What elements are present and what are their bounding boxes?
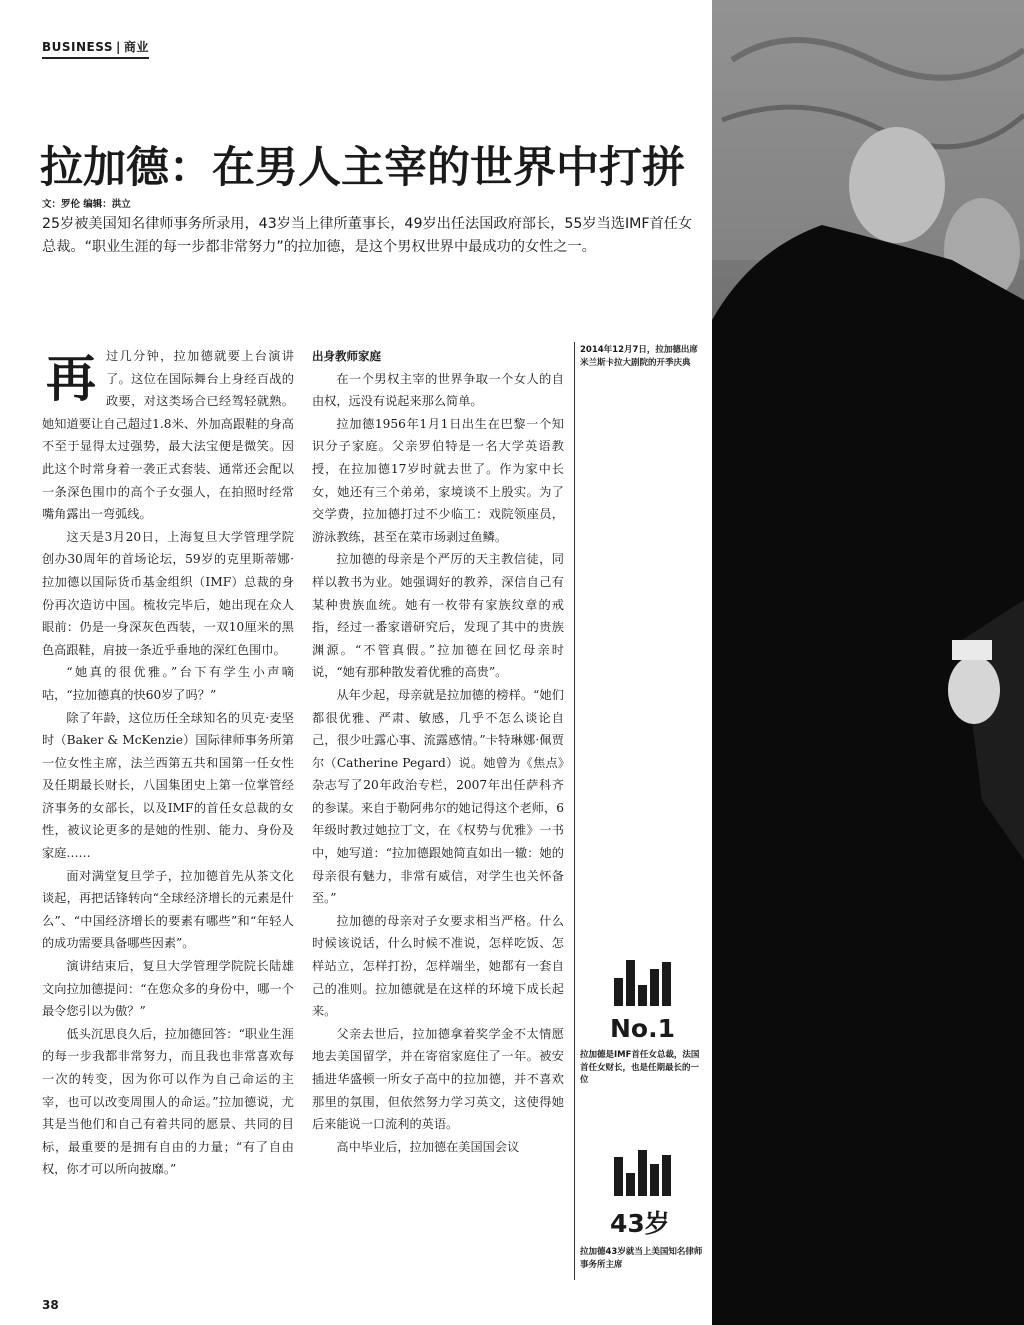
paragraph: 从年少起，母亲就是拉加德的榜样。“她们都很优雅、严肃、敏感，几乎不怎么谈论自己，很少吐露心事、流露感情。”卡特琳娜·佩贾尔（Catherine Pegard）说。她曾为《焦点》杂志写了20年政治专栏，2007年出任萨科齐的参谋。来自于勒阿弗尔的她记得这个老师，6年级时教过她拉丁文，在《权势与优雅》一书中，她写道：“拉加德跟她简直如出一辙：她的母亲很有魅力，非常有威信，对学生也关怀备至。” — [312, 687, 564, 906]
stat-block-rank — [580, 960, 704, 1087]
credits: 文：罗伦 编辑：洪立 — [42, 199, 131, 210]
section-tag — [42, 38, 149, 59]
paragraph: 演讲结束后，复旦大学管理学院院长陆雄文向拉加德提问：“在您众多的身份中，哪一个最令您引以为傲？” — [42, 959, 294, 1019]
drop-cap: 再 — [46, 350, 96, 408]
paragraph: 在一个男权主宰的世界争取一个女人的自由权，远没有说起来那么简单。 — [312, 371, 564, 409]
bar-chart-icon — [614, 960, 704, 1006]
paragraph: 高中毕业后，拉加德在美国国会议 — [336, 1139, 520, 1154]
stat-block-age — [580, 1150, 704, 1271]
section-en: BUSINESS — [42, 40, 113, 54]
paragraph: 拉加德1956年1月1日出生在巴黎一个知识分子家庭。父亲罗伯特是一名大学英语教授，在拉加德17岁时就去世了。作为家中长女，她还有三个弟弟，家境谈不上殷实。为了交学费，拉加德打过不少临工：戏院领座员，游泳教练，甚至在菜市场剥过鱼鳞。 — [312, 416, 564, 544]
paragraph-text: 过几分钟，拉加德就要上台演讲了。这位在国际舞台上身经百战的政要，对这类场合已经驾轻就熟。她知道要让自己超过1.8米、外加高跟鞋的身高不至于显得太过强势，最大法宝便是微笑。因此这个时常身着一袭正式套装、通常还会配以一条深色围巾的高个子女强人，在拍照时经常嘴角露出一弯弧线。 — [42, 349, 294, 522]
column-2 — [312, 345, 564, 1158]
paragraph: “她真的很优雅。”台下有学生小声嘀咕，“拉加德真的快60岁了吗？” — [42, 665, 294, 702]
lead-paragraph: 25岁被美国知名律师事务所录用，43岁当上律所董事长，49岁出任法国政府部长，55岁当选IMF首任女总裁。“职业生涯的每一步都非常努力”的拉加德，是这个男权世界中最成功的女性之一。 — [42, 216, 693, 255]
subhead: 出身教师家庭 — [312, 349, 381, 363]
stat-value: 43岁 — [610, 1209, 670, 1238]
bar-chart-icon — [614, 1150, 704, 1196]
paragraph: 面对满堂复旦学子，拉加德首先从茶文化谈起，再把话锋转向“全球经济增长的元素是什么”、“中国经济增长的要素有哪些”和“年轻人的成功需要具备哪些因素”。 — [42, 868, 294, 951]
paragraph: 拉加德的母亲对子女要求相当严格。什么时候该说话，什么时候不准说，怎样吃饭、怎样站立，怎样打扮，怎样端坐，她都有一套自己的准则。拉加德就是在这样的环境下成长起来。 — [312, 913, 564, 1019]
lagarde-photo — [712, 0, 1024, 1325]
paragraph: 这天是3月20日，上海复旦大学管理学院创办30周年的首场论坛，59岁的克里斯蒂娜·拉加德以国际货币基金组织（IMF）总裁的身份再次造访中国。梳妆完毕后，她出现在众人眼前：仍是一身深灰色西装，一双10厘米的黑色高跟鞋，肩披一条近乎垂地的深红色围巾。 — [42, 529, 294, 657]
paragraph: 低头沉思良久后，拉加德回答：“职业生涯的每一步我都非常努力，而且我也非常喜欢每一次的转变，因为你可以作为自己命运的主宰，也可以改变周围人的命运。”拉加德说，尤其是当他们和自己有着共同的愿景、共同的目标，最重要的是拥有自由的力量；“有了自由权，你才可以所向披靡。” — [42, 1026, 294, 1177]
section-cn: 商业 — [123, 40, 149, 54]
paragraph: 父亲去世后，拉加德拿着奖学金不太情愿地去美国留学，并在寄宿家庭住了一年。被安插进华盛顿一所女子高中的拉加德，并不喜欢那里的氛围，但依然努力学习英文，这使得她后来能说一口流利的英语。 — [312, 1026, 564, 1132]
stat-description: 拉加德43岁就当上美国知名律师事务所主席 — [580, 1247, 703, 1270]
page-number: 38 — [42, 1298, 59, 1312]
paragraph: 拉加德的母亲是个严厉的天主教信徒，同样以教书为业。她强调好的教养，深信自己有某种贵族血统。她有一枚带有家族纹章的戒指，经过一番家谱研究后，发现了其中的贵族渊源。“不管真假。”拉加德在回忆母亲时说，“她有那种散发着优雅的高贵”。 — [312, 552, 564, 680]
headline: 拉加德：在男人主宰的世界中打拼 — [40, 143, 685, 193]
section-separator: | — [115, 40, 121, 54]
sidebar-divider — [574, 342, 575, 1280]
paragraph: 除了年龄，这位历任全球知名的贝克·麦坚时（Baker & McKenzie）国际律师事务所第一位女性主席，法兰西第五共和国第一任女性及任期最长财长，八国集团史上第一位掌管经济事务的女部长，以及IMF的首任女总裁的女性，被议论更多的是她的性别、能力、身份及家庭…… — [42, 710, 294, 861]
first-paragraph — [42, 345, 294, 526]
stat-value: No.1 — [610, 1014, 675, 1043]
stat-description: 拉加德是IMF首任女总裁，法国首任女财长，也是任期最长的一位 — [580, 1050, 700, 1085]
photo-caption: 2014年12月7日，拉加德出席米兰斯卡拉大剧院的开季庆典 — [580, 345, 698, 368]
column-1 — [42, 345, 294, 1181]
